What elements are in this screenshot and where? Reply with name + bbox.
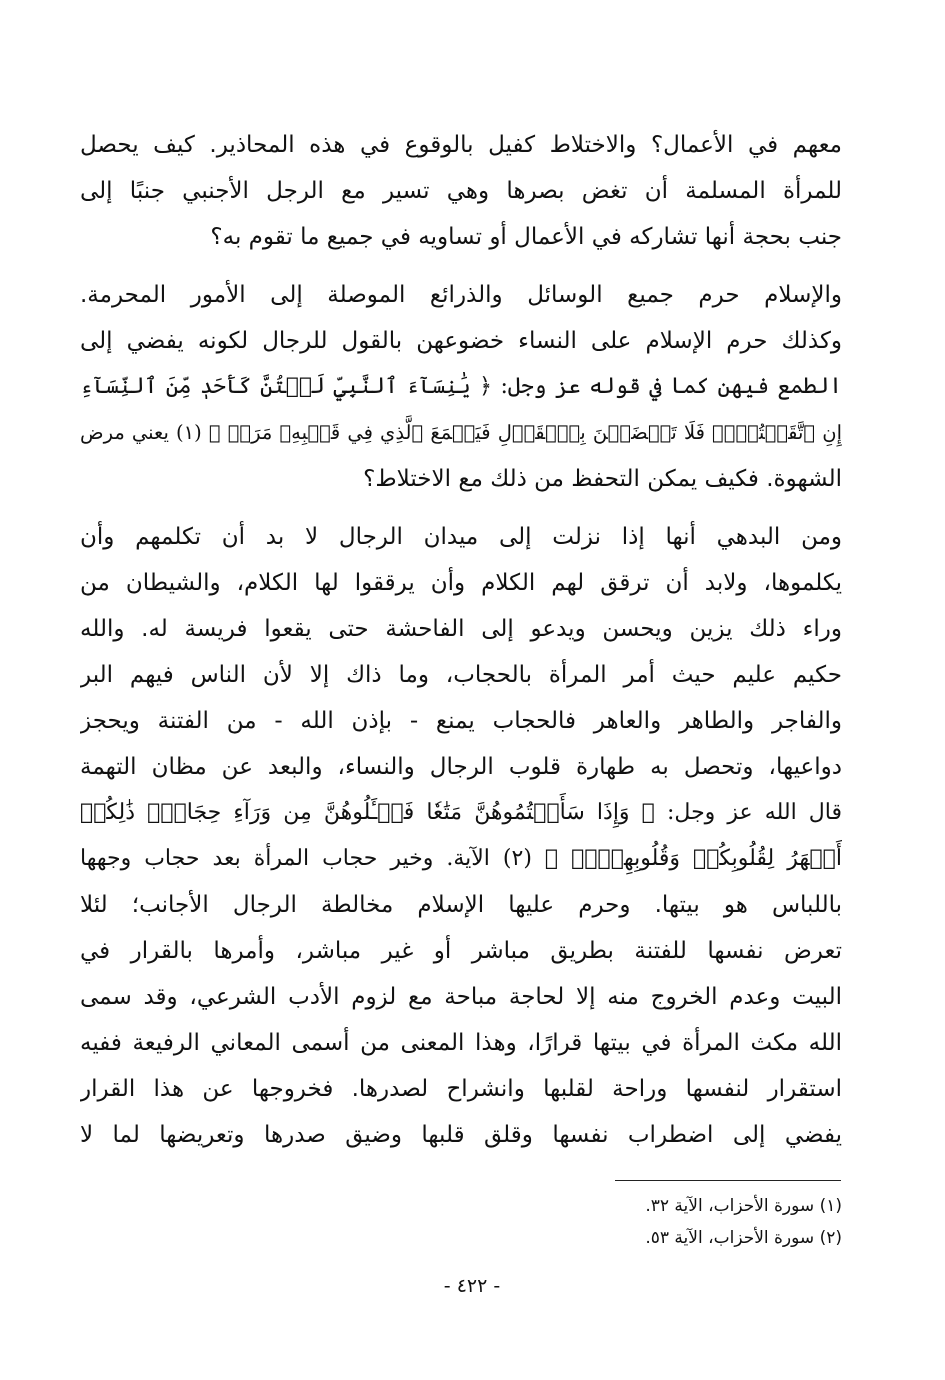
quran-verse-line: الطمع فيهن كما في قوله عز وجل: ﴿ يَٰنِسَآءَ ٱلنَّبِيِّ لَسۡتُنَّ كَأَحَدٖ مِّنَ ٱلنِّسَآءِ: [80, 374, 842, 399]
quran-verse-line: إِنِ ٱتَّقَيۡتُنَّۚ فَلَا تَخۡضَعۡنَ بِٱلۡقَوۡلِ فَيَطۡمَعَ ٱلَّذِي فِي قَلۡبِهِۦ مَرَضٞ ﴾ (١) يعني مرض: [80, 421, 842, 444]
text-line: وراء ذلك يزين ويحسن ويدعو إلى الفاحشة حتى يقعوا فريسة له. والله: [80, 616, 842, 642]
text-line: وكذلك حرم الإسلام على النساء خضوعهن بالقول للرجال لكونه يفضي إلى: [80, 328, 842, 354]
quran-verse-line: أَطۡهَرُ لِقُلُوبِكُمۡ وَقُلُوبِهِنَّۚ ﴾ (٢) الآية. وخير حجاب المرأة بعد حجاب وجهها: [80, 846, 842, 871]
text-line: دواعيها، وتحصل به طهارة قلوب الرجال والنساء، والبعد عن مظان التهمة: [80, 754, 842, 780]
page-number: - ٤٢٢ -: [443, 1275, 501, 1297]
text-line: معهم في الأعمال؟ والاختلاط كفيل بالوقوع في هذه المحاذير. كيف يحصل: [80, 132, 842, 158]
text-line: استقرار لنفسها وراحة لقلبها وانشراح لصدرها. فخروجها عن هذا القرار: [80, 1076, 842, 1102]
text-line: حكيم عليم حيث أمر المرأة بالحجاب، وما ذاك إلا لأن الناس فيهم البر: [80, 662, 842, 688]
text-line: والإسلام حرم جميع الوسائل والذرائع الموصلة إلى الأمور المحرمة.: [80, 282, 842, 308]
paragraph-gap: [80, 502, 842, 514]
text-line: جنب بحجة أنها تشاركه في الأعمال أو تساويه في جميع ما تقوم به؟: [210, 224, 842, 250]
text-line: تعرض نفسها للفتنة بطريق مباشر أو غير مباشر، وأمرها بالقرار في: [80, 938, 842, 964]
footnotes: [400, 1190, 842, 1254]
footnote-item: (٢) سورة الأحزاب، الآية ٥٣.: [645, 1228, 842, 1248]
text-line: الله مكث المرأة في بيتها قرارًا، وهذا المعنى من أسمى المعاني الرفيعة ففيه: [80, 1030, 842, 1056]
text-line: للمرأة المسلمة أن تغض بصرها وهي تسير مع الرجل الأجنبي جنبًا إلى: [80, 178, 842, 204]
text-line: يكلموها، ولابد أن ترقق لهم الكلام وأن يرققوا لها الكلام، والشيطان من: [80, 570, 842, 596]
text-line: الشهوة. فكيف يمكن التحفظ من ذلك مع الاختلاط؟: [363, 466, 842, 492]
footnote-item: (١) سورة الأحزاب، الآية ٣٢.: [645, 1196, 842, 1216]
text-line: باللباس هو بيتها. وحرم عليها الإسلام مخالطة الرجال الأجانب؛ لئلا: [80, 892, 842, 918]
text-line: البيت وعدم الخروج منه إلا لحاجة مباحة مع لزوم الأدب الشرعي، وقد سمى: [80, 984, 842, 1010]
text-line: يفضي إلى اضطراب نفسها وقلق قلبها وضيق صدرها وتعريضها لما لا: [80, 1122, 842, 1148]
quran-verse-line: قال الله عز وجل: ﴿ وَإِذَا سَأَلۡتُمُوهُنَّ مَتَٰعٗا فَسۡـَٔلُوهُنَّ مِن وَرَآءِ حِجَابٖۚ ذَٰلِكُمۡ: [80, 800, 842, 825]
footnote-divider: [615, 1180, 841, 1181]
text-line: ومن البدهي أنها إذا نزلت إلى ميدان الرجال لا بد أن تكلمهم وأن: [80, 524, 842, 550]
body-text: [80, 122, 842, 1158]
text-line: والفاجر والطاهر والعاهر فالحجاب يمنع - بإذن الله - من الفتنة ويحجز: [80, 708, 842, 734]
paragraph-gap: [80, 260, 842, 272]
